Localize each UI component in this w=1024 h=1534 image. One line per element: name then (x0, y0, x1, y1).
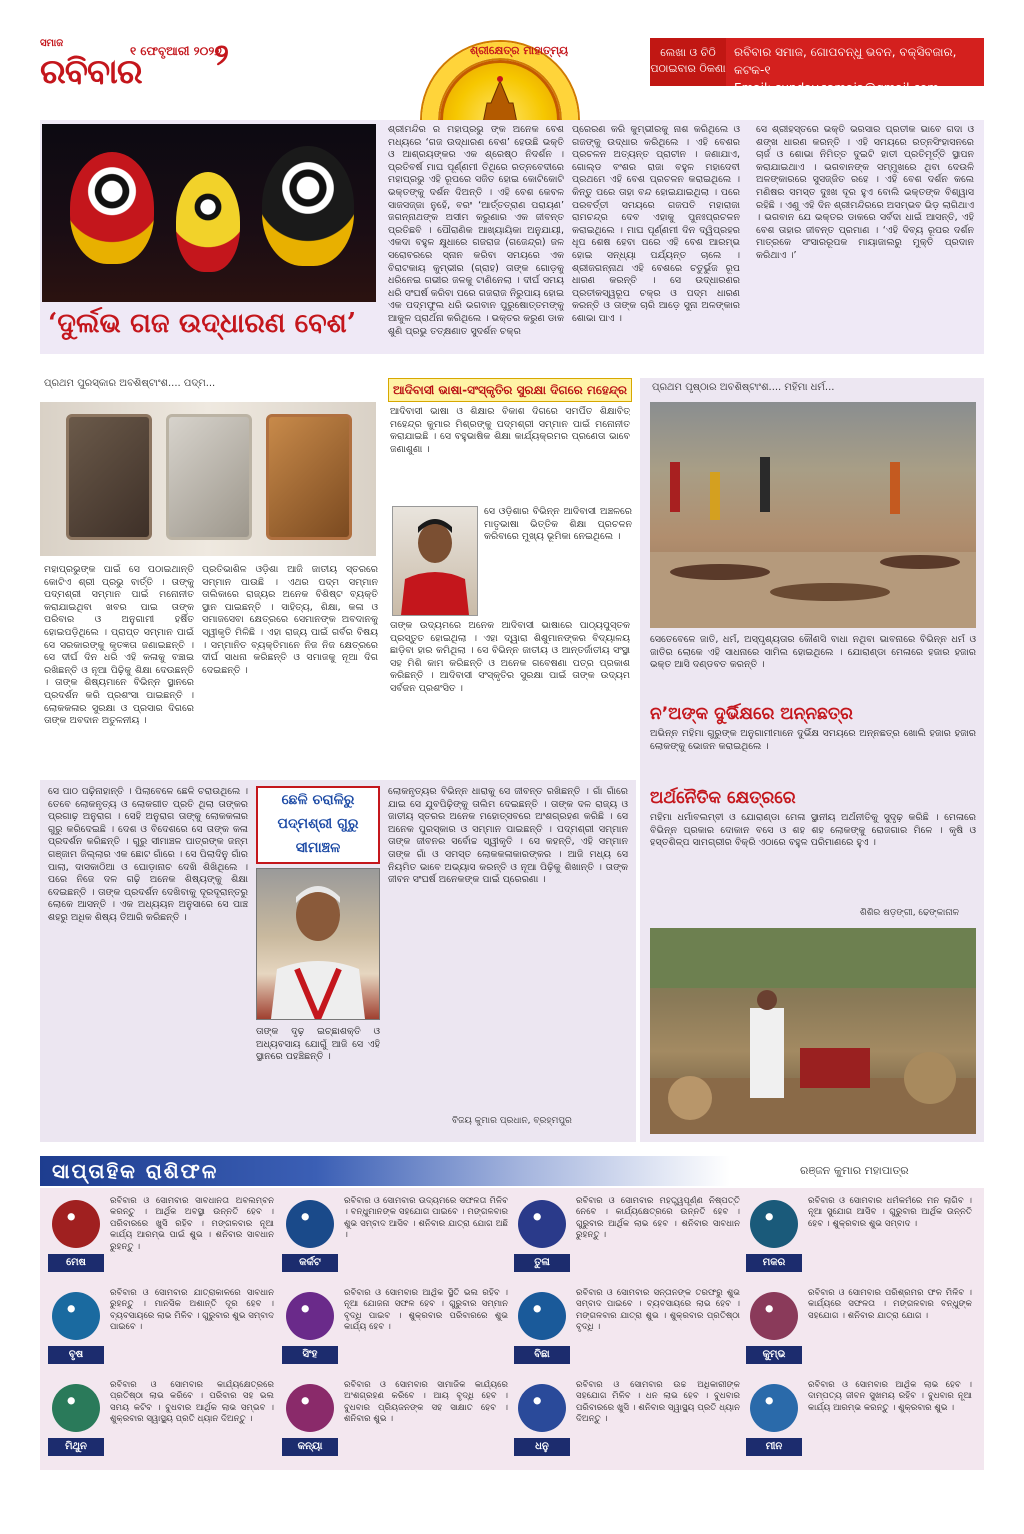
mahima-column-2: ଅଭିନ୍ନ ମହିମା ଗୁରୁଙ୍କ ଅନୁଗାମୀମାନେ ଦୁର୍ଭିକ୍ଷ ସମୟରେ ଅନ୍ନଛତ୍ର ଖୋଲି ହଜାର ହଜାର ଲୋକଙ୍କୁ ଭୋଜନ କରାଇଥିଲେ । (650, 728, 976, 752)
padma-awards-photo (40, 402, 376, 556)
horoscope-byline: ରଞ୍ଜନ କୁମାର ମହାପାତ୍ର (800, 1164, 909, 1177)
deity-right-icon (262, 146, 354, 266)
zodiac-sign-label: କନ୍ୟା (282, 1438, 338, 1456)
devotees-prostrating-photo (650, 402, 976, 628)
zodiac-forecast-text: ରବିବାର ଓ ସୋମବାର ସାମାଜିକ କାର୍ଯ୍ୟରେ ଅଂଶଗ୍ରହଣ କରିବେ । ଆୟ ବୃଦ୍ଧି ହେବ । ବୁଧବାର ପ୍ରିୟଜନଙ୍କ ସହ ସାକ୍ଷାତ ହେବ । ଶନିବାର ଶୁଭ । (344, 1380, 508, 1425)
horoscope-sign (280, 1196, 510, 1288)
zodiac-icon (286, 1292, 334, 1340)
zodiac-forecast-text: ରବିବାର ଓ ସୋମବାର ମହତ୍ତ୍ୱପୂର୍ଣ୍ଣ ନିଷ୍ପତ୍ତି ନେବେ । କାର୍ଯ୍ୟକ୍ଷେତ୍ରରେ ଉନ୍ନତି ହେବ । ଗୁରୁବାର ଆର୍ଥିକ ଲାଭ ହେବ । ଶନିବାର ସାବଧାନ ରୁହନ୍ତୁ । (576, 1196, 740, 1241)
zodiac-icon (750, 1200, 798, 1248)
padma-bhushan-medal-icon (166, 414, 252, 540)
zodiac-sign-label: ମେଷ (48, 1254, 104, 1272)
deities-photo (42, 124, 376, 302)
mahima-byline: ଶିଶିର ଷଡ଼ଙ୍ଗୀ, ଢେଙ୍କାନାଳ (860, 908, 960, 918)
horoscope-sign (512, 1196, 742, 1288)
mahima-label: ପ୍ରଥମ ପୃଷ୍ଠାର ଅବଶିଷ୍ଟାଂଶ.... ମହିମା ଧର୍ମ... (652, 382, 835, 393)
top-story-column-2: ପ୍ରେରଣ କରି କୁମ୍ଭୀରକୁ ନାଶ କରିଥିଲେ ଓ ଗଜଙ୍କୁ ଉଦ୍ଧାର କରିଥିଲେ । ଏହି ବେଶର ପ୍ରଚଳନ ଅତ୍ୟନ୍ତ ପ୍ରାଚୀନ । ଜଣାଯାଏ, ଗୋଲ୍ଡ ବଂଶର ରାଜା ବହୁଳ ମହାଦେବୀ ପ୍ରଥମେ ଏହି ବେଶ ପ୍ରଚଳନ କରାଇଥିଲେ । କିନ୍ତୁ ପରେ ତାହା ବନ୍ଦ ହୋଇଯାଇଥିଲା । ପରେ ପରବର୍ତ୍ତୀ ସମୟରେ ଗଜପତି ମହାରାଜା ରାମଚନ୍ଦ୍ର ଦେବ ଏହାକୁ ପୁନଃପ୍ରଚଳନ କରାଇଥିଲେ । ମାଘ ପୂର୍ଣ୍ଣମୀ ଦିନ ଦ୍ୱିପ୍ରହର ଧୂପ ଶେଷ ହେବା ପରେ ଏହି ବେଶ ଆରମ୍ଭ ହୋଇ ସନ୍ଧ୍ୟା ପର୍ଯ୍ୟନ୍ତ ଚାଲେ । ଶ୍ରୀଜଗନ୍ନାଥ ଏହି ବେଶରେ ଚତୁର୍ଭୁଜ ରୂପ ଧାରଣ କରନ୍ତି । ସେ ଉଦ୍ଧାରଣର ପ୍ରତୀକସ୍ୱରୂପ ଚକ୍ର ଓ ପଦ୍ମ ଧାରଣ କରନ୍ତି ଓ ତାଙ୍କ ଚାରି ଆଡ଼େ ସୁନା ଅଳଙ୍କାର ଶୋଭା ପାଏ । (572, 124, 740, 324)
zodiac-sign-label: ଧନୁ (514, 1438, 570, 1456)
mahima-subheading-famine: ନ’ଅଙ୍କ ଦୁର୍ଭିକ୍ଷରେ ଅନ୍ନଛତ୍ର (650, 704, 853, 724)
padma-column-1: ମହାପ୍ରଭୁଙ୍କ ପାଇଁ ସେ ପଠାଇଥାନ୍ତି କୋଟିଏ ଶ୍ରୀ ପ୍ରଭୁ ବାର୍ତ୍ତି । ତାଙ୍କୁ ପଦ୍ମଶ୍ରୀ ସମ୍ମାନ ପାଇଁ ମନୋନୀତ କରାଯାଇଥିବା ଖବର ପାଇ ତାଙ୍କ ପରିବାର ଓ ଅନୁଗାମୀ ହର୍ଷିତ ହୋଇପଡ଼ିଥିଲେ । ପ୍ରାପ୍ତ ସମ୍ମାନ ପାଇଁ ସେ ସରକାରଙ୍କୁ କୃତଜ୍ଞତା ଜଣାଇଛନ୍ତି । ସେ ଦୀର୍ଘ ଦିନ ଧରି ଏହି କଳାକୁ ବଞ୍ଚାଇ ରଖିଛନ୍ତି ଓ ନୂଆ ପିଢ଼ିକୁ ଶିକ୍ଷା ଦେଉଛନ୍ତି । ତାଙ୍କ ଶିଷ୍ୟମାନେ ବିଭିନ୍ନ ସ୍ଥାନରେ ପ୍ରଦର୍ଶନ କରି ପ୍ରଶଂସା ପାଇଛନ୍ତି । ଲୋକକଳାର ସୁରକ୍ଷା ଓ ପ୍ରସାର ଦିଗରେ ତାଙ୍କ ଅବଦାନ ଅତୁଳନୀୟ । (44, 564, 194, 727)
horoscope-sign (744, 1196, 974, 1288)
zodiac-icon (286, 1384, 334, 1432)
zodiac-sign-label: ବିଛା (514, 1346, 570, 1364)
guru-column-2: ଲୋକନୃତ୍ୟର ବିଭିନ୍ନ ଧାରାକୁ ସେ ଜୀବନ୍ତ ରଖିଛନ୍ତି । ଗାଁ ଗାଁରେ ଯାଇ ସେ ଯୁବପିଢ଼ିଙ୍କୁ ତାଲିମ ଦେଇଛନ୍ତି । ତାଙ୍କ ଦଳ ରାଜ୍ୟ ଓ ଜାତୀୟ ସ୍ତରର ଅନେକ ମହୋତ୍ସବରେ ଅଂଶଗ୍ରହଣ କରିଛି । ସେ ଅନେକ ପୁରସ୍କାର ଓ ସମ୍ମାନ ପାଇଛନ୍ତି । ପଦ୍ମଶ୍ରୀ ସମ୍ମାନ ତାଙ୍କ ଜୀବନର ସର୍ବୋଚ୍ଚ ସ୍ୱୀକୃତି । ସେ କହନ୍ତି, ଏହି ସମ୍ମାନ ତାଙ୍କ ଗାଁ ଓ ସମସ୍ତ ଲୋକକଳାକାରଙ୍କର । ଆଜି ମଧ୍ୟ ସେ ନିୟମିତ ଭାବେ ଅଭ୍ୟାସ କରନ୍ତି ଓ ନୂଆ ପିଢ଼ିକୁ ଶିଖାନ୍ତି । ତାଙ୍କ ଜୀବନ ସଂଘର୍ଷ ଅନେକଙ୍କ ପାଇଁ ପ୍ରେରଣା । (388, 786, 628, 886)
zodiac-forecast-text: ରବିବାର ଓ ସୋମବାର ସନ୍ତାନଙ୍କ ତରଫରୁ ଶୁଭ ସମ୍ବାଦ ପାଇବେ । ବ୍ୟବସାୟରେ ଲାଭ ହେବ । ମଙ୍ଗଳବାର ଯାତ୍ରା ଶୁଭ । ଶୁକ୍ରବାର ପ୍ରତିଷ୍ଠା ବୃଦ୍ଧି । (576, 1288, 740, 1333)
contact-email: Email: sunday.samaja@gmail.com (734, 81, 939, 95)
deity-left-icon (70, 152, 154, 264)
zodiac-sign-label: ମୀନ (746, 1438, 802, 1456)
horoscope-sign (46, 1380, 276, 1472)
zodiac-sign-label: ବୃଷ (48, 1346, 104, 1364)
zodiac-sign-label: ସିଂହ (282, 1346, 338, 1364)
zodiac-icon (52, 1384, 100, 1432)
padma-column-2: ପ୍ରତିଭାଶିଳ ଓଡ଼ିଶା ଆଜି ଜାତୀୟ ସ୍ତରରେ ସମ୍ମାନ ପାଉଛି । ଏଥର ପଦ୍ମ ସମ୍ମାନ ତାଲିକାରେ ରାଜ୍ୟର ଅନେକ ବିଶିଷ୍ଟ ବ୍ୟକ୍ତି ସ୍ଥାନ ପାଇଛନ୍ତି । ସାହିତ୍ୟ, ଶିକ୍ଷା, କଳା ଓ ସମାଜସେବା କ୍ଷେତ୍ରରେ ସେମାନଙ୍କ ଅବଦାନକୁ ସ୍ୱୀକୃତି ମିଳିଛି । ଏହା ରାଜ୍ୟ ପାଇଁ ଗର୍ବର ବିଷୟ । ସମ୍ମାନିତ ବ୍ୟକ୍ତିମାନେ ନିଜ ନିଜ କ୍ଷେତ୍ରରେ ଦୀର୍ଘ ସାଧନା କରିଛନ୍ତି ଓ ସମାଜକୁ ନୂଆ ଦିଗ ଦେଇଛନ୍ତି । (202, 564, 378, 676)
zodiac-icon (750, 1292, 798, 1340)
horoscope-sign (744, 1288, 974, 1380)
padma-vibhushan-medal-icon (66, 414, 152, 540)
horoscope-sign (512, 1288, 742, 1380)
adivasi-column-3: ତାଙ୍କ ଉଦ୍ୟମରେ ଅନେକ ଆଦିବାସୀ ଭାଷାରେ ପାଠ୍ୟପୁସ୍ତକ ପ୍ରସ୍ତୁତ ହୋଇଥିଲା । ଏହା ଦ୍ୱାରା ଶିଶୁମାନଙ୍କର ବିଦ୍ୟାଳୟ ଛାଡ଼ିବା ହାର କମିଥିଲା । ସେ ବିଭିନ୍ନ ଜାତୀୟ ଓ ଆନ୍ତର୍ଜାତୀୟ ସଂସ୍ଥା ସହ ମିଶି କାମ କରିଛନ୍ତି ଓ ଅନେକ ଗବେଷଣା ପତ୍ର ପ୍ରକାଶ କରିଛନ୍ତି । ଆଦିବାସୀ ସଂସ୍କୃତିର ସୁରକ୍ଷା ପାଇଁ ତାଙ୍କ ଉଦ୍ୟମ ସର୍ବଜନ ପ୍ରଶଂସିତ । (390, 620, 630, 694)
zodiac-sign-label: ମକର (746, 1254, 802, 1272)
masthead-small-label: ସମାଜ (40, 38, 64, 49)
horoscope-sign (512, 1380, 742, 1472)
horoscope-title: ସାପ୍ତାହିକ ରାଶିଫଳ (52, 1159, 219, 1183)
zodiac-icon (750, 1384, 798, 1432)
zodiac-icon (518, 1384, 566, 1432)
adivasi-column-1: ଆଦିବାସୀ ଭାଷା ଓ ଶିକ୍ଷାର ବିକାଶ ଦିଗରେ ସମର୍ପିତ ଶିକ୍ଷାବିତ୍ ମହେନ୍ଦ୍ର କୁମାର ମିଶ୍ରଙ୍କୁ ପଦ୍ମଶ୍ରୀ ସମ୍ମାନ ପାଇଁ ମନୋନୀତ କରାଯାଇଛି । ସେ ବହୁଭାଷିକ ଶିକ୍ଷା କାର୍ଯ୍ୟକ୍ରମର ପ୍ରଣେତା ଭାବେ ଜଣାଶୁଣା । (390, 406, 630, 455)
zodiac-sign-label: କର୍କଟ (282, 1254, 338, 1272)
guru-portrait-photo (256, 868, 380, 1020)
horoscope-sign (46, 1288, 276, 1380)
top-story-column-1: ଶ୍ରୀମନ୍ଦିର ର ମହାପ୍ରଭୁ ଙ୍କ ଅନେକ ବେଶ ମଧ୍ୟରେ ‘ଗଜ ଉଦ୍ଧାରଣ ବେଶ’ ହେଉଛି ଭକ୍ତି ଓ ଆଶ୍ରୟଙ୍କର ଏକ ଶ୍ରେଷ୍ଠ ନିଦର୍ଶନ । ପ୍ରତିବର୍ଷ ମାଘ ପୂର୍ଣ୍ଣମୀ ତିଥିରେ ରତ୍ନବେଦୀରେ ମହାପ୍ରଭୁ ଏହି ରୂପରେ ସଜିତ ହୋଇ କୋଟିକୋଟି ଭକ୍ତଙ୍କୁ ଦର୍ଶନ ଦିଅନ୍ତି । ଏହି ବେଶ କେବଳ ସାଜସଜ୍ଜା ନୁହେଁ, ବରଂ ‘ଆର୍ତ୍ତତ୍ରାଣ ପରାୟଣ’ ଜଗନ୍ନାଥଙ୍କ ଅସୀମ କରୁଣାର ଏକ ଜୀବନ୍ତ ପ୍ରତିଛବି । ପୌରାଣିକ ଆଖ୍ୟାୟିକା ଅନୁଯାୟୀ, ଏକଦା ବହୁଳ କ୍ଷୁଧାରେ ଗଜରାଜ (ଗଜେନ୍ଦ୍ର) ଜଳ ସରୋବରରେ ସ୍ନାନ କରିବା ସମୟରେ ଏକ ବିରାଟକାୟ କୁମ୍ଭୀର (ଗ୍ରାହ) ତାଙ୍କ ଗୋଡ଼କୁ ଧରିନେଇ ଗଭୀର ଜଳକୁ ଟାଣିନେଲା । ଦୀର୍ଘ ସମୟ ଧରି ସଂଘର୍ଷ କରିବା ପରେ ଗଜରାଜ ନିରୁପାୟ ହୋଇ ଏକ ପଦ୍ମଫୁଲ ଧରି ଭଗବାନ ପୁରୁଷୋତ୍ତମଙ୍କୁ ଆକୁଳ ପ୍ରାର୍ଥନା କରିଥିଲେ । ଭକ୍ତର କରୁଣ ଡାକ ଶୁଣି ପ୍ରଭୁ ତତ୍କ୍ଷଣାତ ସୁଦର୍ଶନ ଚକ୍ର (388, 124, 564, 337)
guru-column-3: ତାଙ୍କ ଦୃଢ଼ ଇଚ୍ଛାଶକ୍ତି ଓ ଅଧ୍ୟବସାୟ ଯୋଗୁଁ ଆଜି ସେ ଏହି ସ୍ଥାନରେ ପହଞ୍ଚିଛନ୍ତି । (256, 1026, 380, 1063)
contact-address: ରବିବାର ସମାଜ, ଗୋପବନ୍ଧୁ ଭବନ, ବକ୍ସିବଜାର, କଟକ-୧ (734, 45, 957, 77)
top-story-column-3: ସେ ଶ୍ରୀହସ୍ତରେ ଭକ୍ତି ଭରସାର ପ୍ରତୀକ ଭାବେ ଗଦା ଓ ଶଙ୍ଖ ଧାରଣ କରନ୍ତି । ଏହି ସମୟରେ ରତ୍ନସିଂହାସନରେ ଚାର୍ଜ ଓ ଶୋଭା ନିମିତ୍ତ ଦୁଇଟି ହାତୀ ପ୍ରତିମୂର୍ତ୍ତି ସ୍ଥାପନ କରାଯାଇଥାଏ । ଭଗବାନଙ୍କ ସମ୍ମୁଖରେ ଥିବା ଦେଉଳି ଅଳଙ୍କାରରେ ସୁସଜ୍ଜିତ ରହେ । ଏହି ବେଶ ଦର୍ଶନ କଲେ ମଣିଷର ସମସ୍ତ ଦୁଃଖ ଦୂର ହୁଏ ବୋଲି ଭକ୍ତଙ୍କ ବିଶ୍ୱାସ ରହିଛି । ଏଣୁ ଏହି ଦିନ ଶ୍ରୀମନ୍ଦିରରେ ଅସମ୍ଭବ ଭିଡ଼ ଲାଗିଥାଏ । ଭଗବାନ ଯେ ଭକ୍ତର ଡାକରେ ସର୍ବଦା ଧାଇଁ ଆସନ୍ତି, ଏହି ବେଶ ତାହାର ଜୀବନ୍ତ ପ୍ରମାଣ । ‘ଏହି ଦିବ୍ୟ ରୂପର ଦର୍ଶନ ମାତ୍ରକେ ସଂସାରରୂପକ ମାୟାଜାଲରୁ ମୁକ୍ତି ପ୍ରଦାନ କରିଥାଏ ।’ (756, 124, 974, 261)
guru-headline-line-1: ଛେଳି ଚରାଳିରୁ (281, 792, 355, 808)
mahima-column-3: ମହିମା ଧର୍ମାବଲମ୍ବୀ ଓ ଯୋରାଣ୍ଡା ମେଳା ସ୍ଥାନୀୟ ଅର୍ଥନୀତିକୁ ସୁଦୃଢ଼ କରିଛି । ମେଳାରେ ବିଭିନ୍ନ ପ୍ରକାର ଦୋକାନ ବସେ ଓ ଶହ ଶହ ଲୋକଙ୍କୁ ରୋଜଗାର ମିଳେ । କୃଷି ଓ ହସ୍ତଶିଳ୍ପ ସାମଗ୍ରୀର ବିକ୍ରି ଏଠାରେ ବହୁଳ ପରିମାଣରେ ହୁଏ । (650, 812, 976, 849)
contact-box (650, 38, 984, 95)
deity-center-icon (176, 172, 240, 272)
guru-column-1: ସେ ପାଠ ପଢ଼ିନାହାନ୍ତି । ପିଲାବେଳେ ଛେଳି ଚରାଉଥିଲେ । ତେବେ ଲୋକନୃତ୍ୟ ଓ ଲୋକଗୀତ ପ୍ରତି ଥିଲା ତାଙ୍କର ପ୍ରଗାଢ଼ ଅନୁରାଗ । ସେହି ଅନୁରାଗ ତାଙ୍କୁ ଲୋକକଳାର ଗୁରୁ କରିଦେଇଛି । ଦେଶ ଓ ବିଦେଶରେ ସେ ତାଙ୍କ କଳା ପ୍ରଦର୍ଶନ କରିଛନ୍ତି । ଗୁରୁ ସୀମାଞ୍ଚଳ ପାତ୍ରଙ୍କ ଜନ୍ମ ଗଞ୍ଜାମ ଜିଲ୍ଲାର ଏକ ଛୋଟ ଗାଁରେ । ସେ ପିଲାଦିନୁ ଗାଁର ପାଲା, ଦାସକାଠିଆ ଓ ଘୋଡ଼ାନାଚ ଦେଖି ଶିଖିଥିଲେ । ପରେ ନିଜେ ଦଳ ଗଢ଼ି ଅନେକ ଶିଷ୍ୟଙ୍କୁ ଶିକ୍ଷା ଦେଇଛନ୍ତି । ତାଙ୍କ ପ୍ରଦର୍ଶନ ଦେଖିବାକୁ ଦୂରଦୂରାନ୍ତରୁ ଲୋକେ ଆସନ୍ତି । ଏକ ଅଧ୍ୟୟନ ଅନୁସାରେ ସେ ପାଞ୍ଚ ଶହରୁ ଅଧିକ ଶିଷ୍ୟ ତିଆରି କରିଛନ୍ତି । (48, 786, 248, 923)
zodiac-forecast-text: ରବିବାର ଓ ସୋମବାର ସାବଧାନତା ଅବଲମ୍ବନ କରନ୍ତୁ । ଆର୍ଥିକ ଅବସ୍ଥା ଉନ୍ନତି ହେବ । ପରିବାରରେ ଖୁସି ରହିବ । ମଙ୍ଗଳବାର ନୂଆ କାର୍ଯ୍ୟ ଆରମ୍ଭ ପାଇଁ ଶୁଭ । ଶନିବାର ସାବଧାନ ରୁହନ୍ତୁ । (110, 1196, 274, 1252)
zodiac-icon (52, 1292, 100, 1340)
mahima-subheading-economic: ଅର୍ଥନୈତିକ କ୍ଷେତ୍ରରେ (650, 788, 796, 808)
zodiac-forecast-text: ରବିବାର ଓ ସୋମବାର ଉଚ୍ଚ ଅଧିକାରୀଙ୍କ ସହଯୋଗ ମିଳିବ । ଧନ ଲାଭ ହେବ । ବୁଧବାର ପରିବାରରେ ଖୁସି । ଶନିବାର ସ୍ୱାସ୍ଥ୍ୟ ପ୍ରତି ଧ୍ୟାନ ଦିଅନ୍ତୁ । (576, 1380, 740, 1425)
contact-label: ଲେଖା ଓ ଚିଠି ପଠାଇବାର ଠିକଣା (650, 38, 726, 86)
adivasi-column-2: ସେ ଓଡ଼ିଶାର ବିଭିନ୍ନ ଆଦିବାସୀ ଅଞ୍ଚଳରେ ମାତୃଭାଷା ଭିତ୍ତିକ ଶିକ୍ଷା ପ୍ରଚଳନ କରିବାରେ ମୁଖ୍ୟ ଭୂମିକା ନେଇଥିଲେ । (484, 506, 632, 543)
zodiac-icon (52, 1200, 100, 1248)
guru-headline-line-2: ପଦ୍ମଶ୍ରୀ ଗୁରୁ (277, 816, 359, 832)
adivasi-headline: ଆଦିବାସୀ ଭାଷା-ସଂସ୍କୃତିର ସୁରକ୍ଷା ଦିଗରେ ମହେନ୍ଦ୍ର (388, 378, 632, 402)
zodiac-sign-label: ମିଥୁନ (48, 1438, 104, 1456)
horoscope-sign (280, 1380, 510, 1472)
zodiac-icon (518, 1292, 566, 1340)
zodiac-forecast-text: ରବିବାର ଓ ସୋମବାର କାର୍ଯ୍ୟକ୍ଷେତ୍ରରେ ପ୍ରତିଷ୍ଠା ଲାଭ କରିବେ । ପରିବାର ସହ ଭଲ ସମୟ କଟିବ । ବୁଧବାର ଆର୍ଥିକ ଲାଭ ସମ୍ଭବ । ଶୁକ୍ରବାର ସ୍ୱାସ୍ଥ୍ୟ ପ୍ରତି ଧ୍ୟାନ ଦିଅନ୍ତୁ । (110, 1380, 274, 1425)
mahendra-portrait-photo (392, 506, 478, 616)
mahima-column-1: ସେତେବେଳେ ଜାତି, ଧର୍ମ, ଅସ୍ପୃଶ୍ୟତାର କୌଣସି ବାଧା ନଥିବା ଭାବନାରେ ବିଭିନ୍ନ ଧର୍ମ ଓ ଜାତିର ଲୋକେ ଏହି ସାଧନାରେ ସାମିଲ ହୋଇଥିଲେ । ଯୋରାଣ୍ଡା ମେଳାରେ ହଜାର ହଜାର ଭକ୍ତ ଆସି ଦଣ୍ଡବତ କରନ୍ତି । (650, 634, 976, 671)
fair-market-photo (650, 928, 976, 1134)
zodiac-forecast-text: ରବିବାର ଓ ସୋମବାର ଧର୍ମକର୍ମରେ ମନ ଲାଗିବ । ନୂଆ ସୁଯୋଗ ଆସିବ । ଗୁରୁବାର ଆର୍ଥିକ ଉନ୍ନତି ହେବ । ଶୁକ୍ରବାର ଶୁଭ ସମ୍ବାଦ । (808, 1196, 972, 1229)
page-number: ୨ (214, 38, 229, 73)
zodiac-forecast-text: ରବିବାର ଓ ସୋମବାର ଯାତ୍ରାକାଳରେ ସାବଧାନ ରୁହନ୍ତୁ । ମାନସିକ ଅଶାନ୍ତି ଦୂର ହେବ । ବ୍ୟବସାୟରେ ଲାଭ ମିଳିବ । ଗୁରୁବାର ଶୁଭ ସମ୍ବାଦ ପାଇବେ । (110, 1288, 274, 1333)
top-headline: ‘ଦୁର୍ଲଭ ଗଜ ଉଦ୍ଧାରଣ ବେଶ’ (48, 308, 357, 339)
zodiac-sign-label: କୁମ୍ଭ (746, 1346, 802, 1364)
guru-headline (256, 786, 380, 864)
zodiac-forecast-text: ରବିବାର ଓ ସୋମବାର ଆର୍ଥିକ ସ୍ଥିତି ଭଲ ରହିବ । ନୂଆ ଯୋଜନା ସଫଳ ହେବ । ଗୁରୁବାର ସମ୍ମାନ ବୃଦ୍ଧି ପାଇବ । ଶୁକ୍ରବାର ପରିବାରରେ ଶୁଭ କାର୍ଯ୍ୟ ହେବ । (344, 1288, 508, 1333)
zodiac-icon (518, 1200, 566, 1248)
issue-date: ୧ ଫେବୃଆରୀ ୨୦୨୬ (130, 44, 222, 58)
guru-headline-line-3: ସୀମାଞ୍ଚଳ (295, 840, 341, 856)
zodiac-forecast-text: ରବିବାର ଓ ସୋମବାର ପରିଶ୍ରମର ଫଳ ମିଳିବ । କାର୍ଯ୍ୟରେ ସଫଳତା । ମଙ୍ଗଳବାର ବନ୍ଧୁଙ୍କ ସହଯୋଗ । ଶନିବାର ଯାତ୍ରା ଯୋଗ । (808, 1288, 972, 1321)
padma-label: ପ୍ରଥମ ପୁରସ୍କାର ଅବଶିଷ୍ଟାଂଶ.... ପଦ୍ମ... (44, 378, 216, 389)
zodiac-icon (286, 1200, 334, 1248)
guru-byline: ବିଜୟ କୁମାର ପ୍ରଧାନ, ବ୍ରହ୍ମପୁର (452, 1116, 572, 1126)
horoscope-sign (280, 1288, 510, 1380)
zodiac-forecast-text: ରବିବାର ଓ ସୋମବାର ଉଦ୍ୟମରେ ସଫଳତା ମିଳିବ । ବନ୍ଧୁମାନଙ୍କ ସହଯୋଗ ପାଇବେ । ମଙ୍ଗଳବାର ଶୁଭ ସମ୍ବାଦ ଆସିବ । ଶନିବାର ଯାତ୍ରା ଯୋଗ ଅଛି । (344, 1196, 508, 1241)
horoscope-sign (46, 1196, 276, 1288)
padma-shri-medal-icon (266, 414, 352, 540)
horoscope-sign (744, 1380, 974, 1472)
emblem-title: ଶ୍ରୀକ୍ଷେତ୍ର ମାହାତ୍ମ୍ୟ (470, 44, 569, 57)
masthead-title: ରବିବାର (40, 52, 142, 92)
zodiac-sign-label: ତୁଳା (514, 1254, 570, 1272)
zodiac-forecast-text: ରବିବାର ଓ ସୋମବାର ଆର୍ଥିକ ଲାଭ ହେବ । ଦାମ୍ପତ୍ୟ ଜୀବନ ସୁଖମୟ ରହିବ । ବୁଧବାର ନୂଆ କାର୍ଯ୍ୟ ଆରମ୍ଭ କରନ୍ତୁ । ଶୁକ୍ରବାର ଶୁଭ । (808, 1380, 972, 1413)
